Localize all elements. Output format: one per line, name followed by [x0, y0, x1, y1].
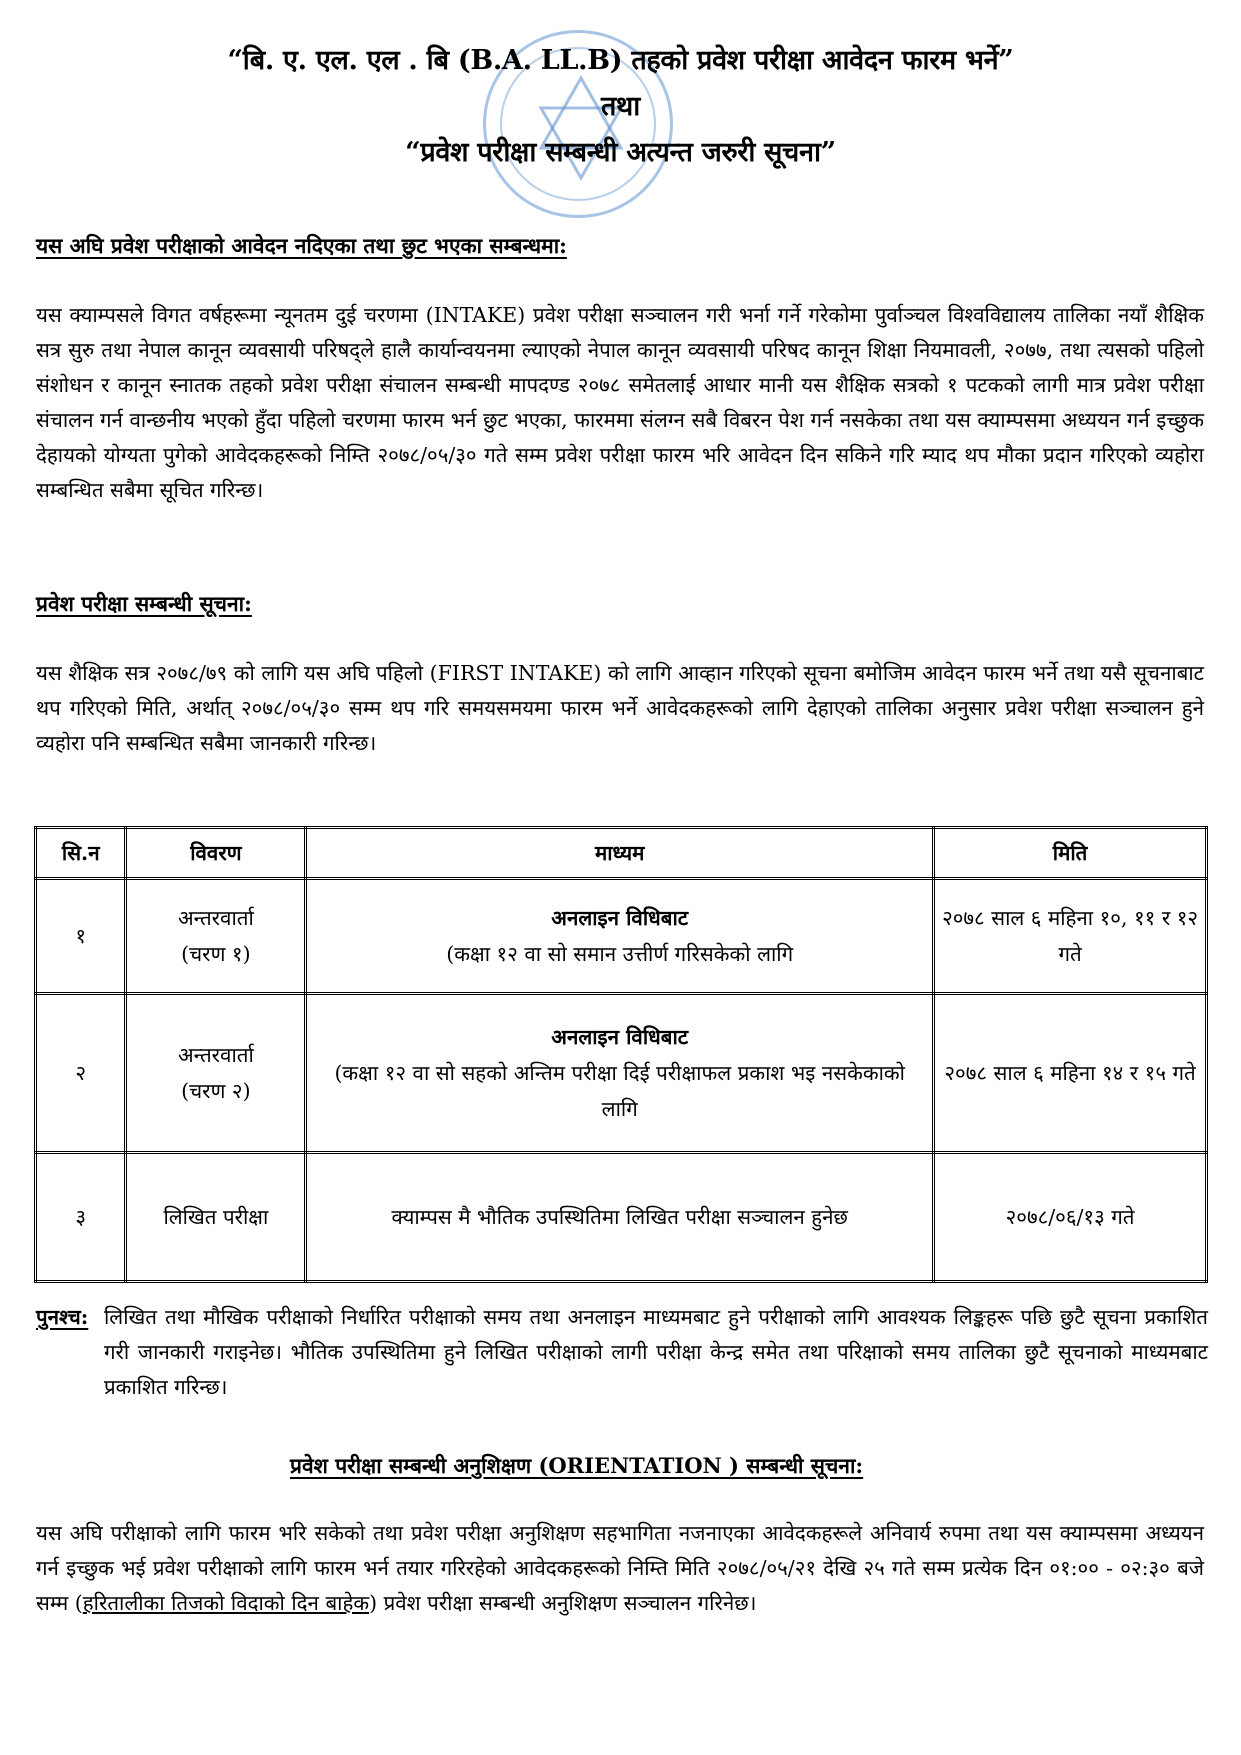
header-date: मिति [934, 828, 1207, 879]
cell-date: २०७८ साल ६ महिना १४ र १५ गते [934, 994, 1207, 1153]
description-sub: (चरण १) [181, 942, 251, 966]
cell-date: २०७८ साल ६ महिना १०, ११ र १२ गते [934, 879, 1207, 994]
cell-serial: ३ [36, 1153, 126, 1282]
cell-serial: १ [36, 879, 126, 994]
table-row [36, 994, 1207, 1153]
paragraph-missed-applications: यस क्याम्पसले विगत वर्षहरूमा न्यूनतम दुई चरणमा (INTAKE) प्रवेश परीक्षा सञ्चालन गरी भर्ना गर्ने गरेकोमा पुर्वाञ्चल विश्वविद्यालय तालिका नयाँ शैक्षिक सत्र सुरु तथा नेपाल कानून व्यवसायी परिषद्ले हालै कार्यान्वयनमा ल्याएको नेपाल कानून व्यवसायी परिषद कानून शिक्षा नियमावली, २०७७, तथा त्यसको पहिलो संशोधन र कानून स्नातक तहको प्रवेश परीक्षा संचालन सम्बन्धी मापदण्ड २०७८ समेतलाई आधार मानी यस शैक्षिक सत्रको १ पटकको लागी मात्र प्रवेश परीक्षा संचालन गर्न वान्छनीय भएको हुँदा पहिलो चरणमा फारम भर्न छुट भएका, फारममा संलग्न सबै विबरन पेश गर्न नसकेका तथा यस क्याम्पसमा अध्ययन गर्न इच्छुक देहायको योग्यता पुगेको आवेदकहरूको निम्ति २०७८/०५/३० गते सम्म प्रवेश परीक्षा फारम भरि आवेदन दिन सकिने गरि म्याद थप मौका प्रदान गरिएको व्यहोरा सम्बन्धित सबैमा सूचित गरिन्छ। [36, 303, 1204, 502]
title-line-conjunction: तथा [600, 91, 641, 122]
description-main: अन्तरवार्ता [178, 1043, 254, 1067]
cell-serial: २ [36, 994, 126, 1153]
postscript-note [36, 1300, 1208, 1405]
title-line-main: “बि. ए. एल. एल . बि (B.A. LL.B) तहको प्रवेश परीक्षा आवेदन फारम भर्ने” [227, 45, 1014, 76]
cell-medium [306, 879, 934, 994]
section-heading-exam-notice: प्रवेश परीक्षा सम्बन्धी सूचना: [36, 591, 252, 616]
section-heading-missed-applications: यस अघि प्रवेश परीक्षाको आवेदन नदिएका तथा छुट भएका सम्बन्धमा: [36, 233, 567, 258]
medium-note: (कक्षा १२ वा सो समान उत्तीर्ण गरिसकेको लागि [446, 942, 794, 966]
paragraph-exam-notice: यस शैक्षिक सत्र २०७८/७९ को लागि यस अघि पहिलो (FIRST INTAKE) को लागि आव्हान गरिएको सूचना बमोजिम आवेदन फारम भर्ने तथा यसै सूचनाबाट थप गरिएको मिति, अर्थात् २०७८/०५/३० सम्म थप गरि समयसमयमा फारम भर्ने आवेदकहरूको लागि देहाएको तालिका अनुसार प्रवेश परीक्षा सञ्चालन हुने व्यहोरा पनि सम्बन्धित सबैमा जानकारी गरिन्छ। [36, 661, 1204, 755]
table-header-row [36, 828, 1207, 879]
orientation-text-part1: यस अघि परीक्षाको लागि फारम भरि सकेको तथा प्रवेश परीक्षा अनुशिक्षण सहभागिता नजनाएका आवेदकहरूले अनिवार्य रुपमा तथा यस क्याम्पसमा अध्ययन गर्न इच्छुक भई प्रवेश परीक्षाको लागि फारम भर्न तयार गरिरहेको आवेदकहरूको निम्ति मिति २०७८/०५/२१ देखि २५ गते सम्म प्रत्येक दिन ०१:०० - ०२:३० बजे सम्म ( [36, 1521, 1204, 1615]
cell-description [126, 994, 306, 1153]
cell-description [126, 879, 306, 994]
postscript-body: लिखित तथा मौखिक परीक्षाको निर्धारित परीक्षाको समय तथा अनलाइन माध्यमबाट हुने परीक्षाको लागि आवश्यक लिङ्कहरू पछि छुटै सूचना प्रकाशित गरी जानकारी गराइनेछ। भौतिक उपस्थितिमा हुने लिखित परीक्षाको लागी परीक्षा केन्द्र समेत तथा परिक्षाको समय तालिका छुटै सूचनाको माध्यमबाट प्रकाशित गरिन्छ। [104, 1305, 1208, 1399]
medium-title: अनलाइन विधिबाट [551, 1025, 689, 1049]
medium-title: अनलाइन विधिबाट [551, 906, 689, 930]
paragraph-orientation [36, 1516, 1204, 1621]
cell-medium [306, 1153, 934, 1282]
section-heading-orientation: प्रवेश परीक्षा सम्बन्धी अनुशिक्षण (ORIENTATION ) सम्बन्धी सूचना: [290, 1453, 864, 1478]
title-line-urgent-notice: “प्रवेश परीक्षा सम्बन्धी अत्यन्त जरुरी सूचना” [405, 137, 836, 168]
header-medium: माध्यम [306, 828, 934, 879]
description-main: अन्तरवार्ता [178, 906, 254, 930]
header-serial-number: सि.न [36, 828, 126, 879]
orientation-text-part2: ) प्रवेश परीक्षा सम्बन्धी अनुशिक्षण सञ्चालन गरिनेछ। [369, 1591, 757, 1615]
cell-description [126, 1153, 306, 1282]
description-sub: (चरण २) [181, 1079, 251, 1103]
description-main: लिखित परीक्षा [163, 1205, 269, 1229]
cell-date: २०७८/०६/१३ गते [934, 1153, 1207, 1282]
medium-note: क्याम्पस मै भौतिक उपस्थितिमा लिखित परीक्षा सञ्चालन हुनेछ [391, 1205, 848, 1229]
table-row [36, 1153, 1207, 1282]
medium-note: (कक्षा १२ वा सो सहको अन्तिम परीक्षा दिई परीक्षाफल प्रकाश भइ नसकेकाको लागि [334, 1061, 905, 1121]
document-title [0, 44, 1241, 170]
orientation-exception-note: हरितालीका तिजको विदाको दिन बाहेक [82, 1591, 370, 1615]
postscript-label: पुनश्च: [36, 1305, 89, 1329]
table-row [36, 879, 1207, 994]
exam-schedule-table [34, 826, 1208, 1283]
cell-medium [306, 994, 934, 1153]
header-description: विवरण [126, 828, 306, 879]
